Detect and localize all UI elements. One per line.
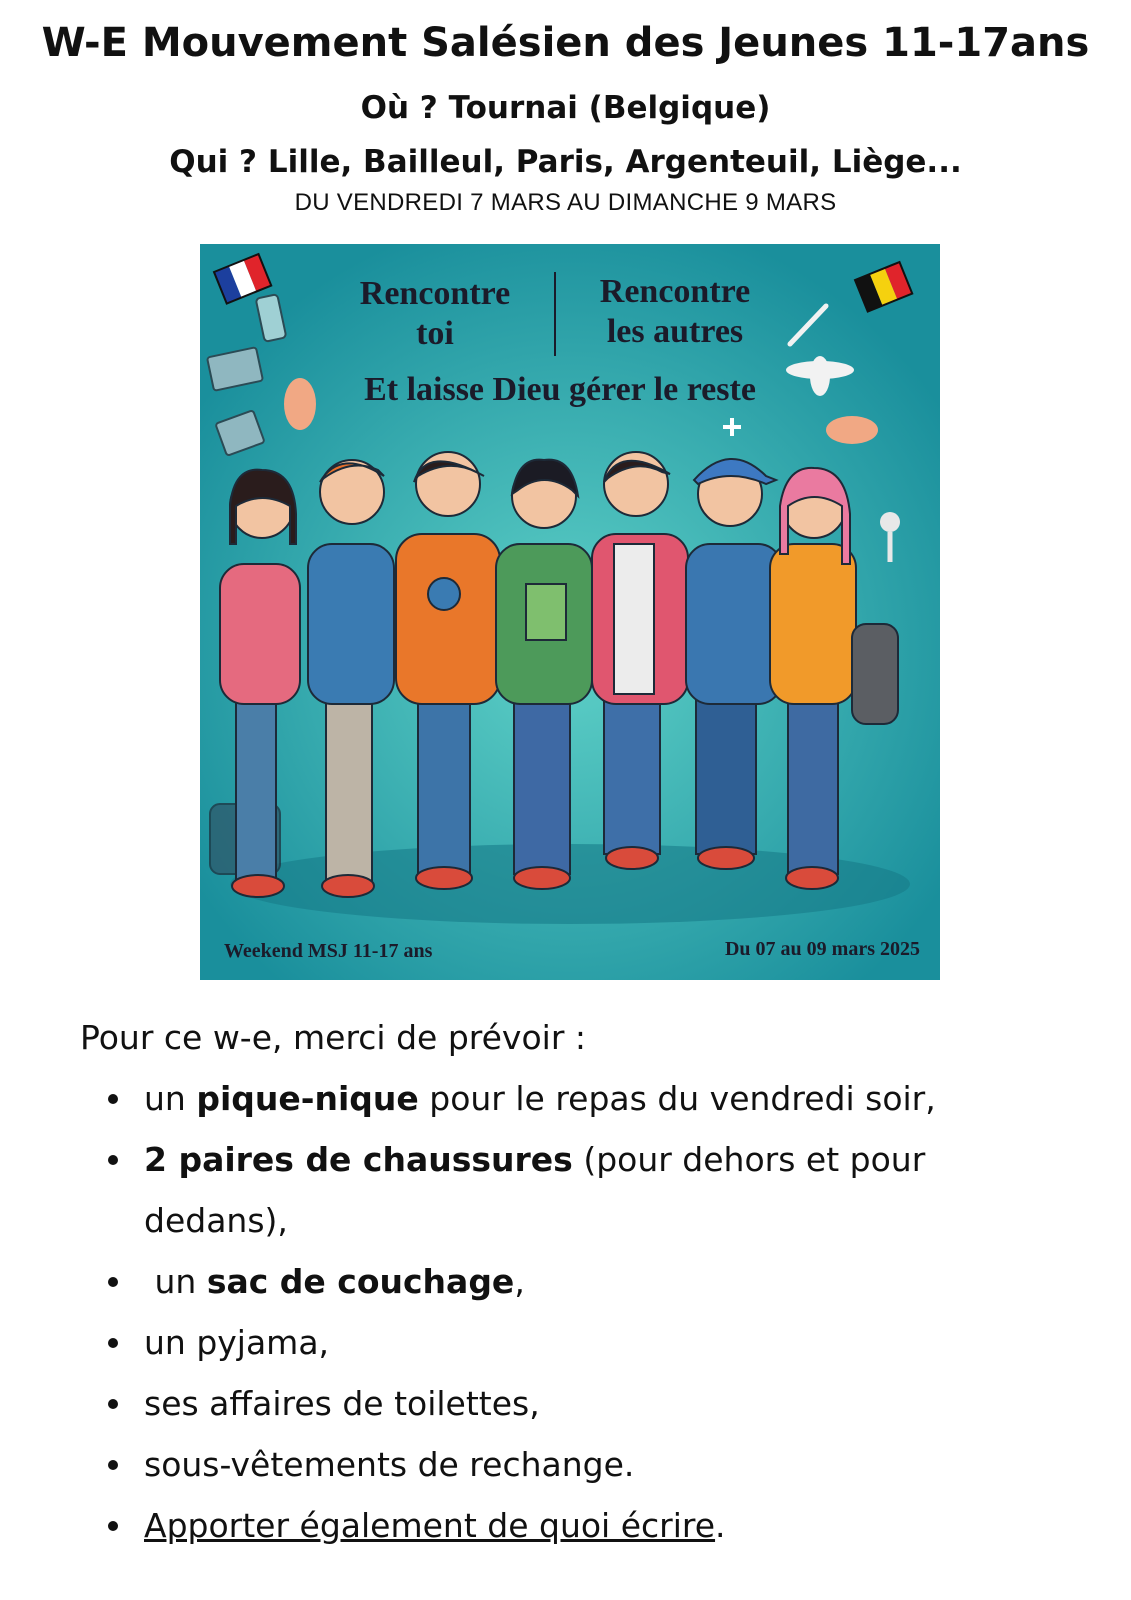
- packing-list: [100, 1068, 1060, 1556]
- item-text: un: [144, 1262, 207, 1301]
- intro-text: Pour ce w-e, merci de prévoir :: [80, 1018, 586, 1057]
- list-item: [100, 1373, 1060, 1434]
- list-item: [100, 1495, 1060, 1556]
- list-item: [100, 1312, 1060, 1373]
- participants-line: Qui ? Lille, Bailleul, Paris, Argenteuil, Liège...: [169, 144, 962, 180]
- item-emphasis: pique-nique: [196, 1079, 419, 1118]
- poster-right-heading: [560, 272, 790, 352]
- item-emphasis: sac de couchage: [206, 1262, 515, 1301]
- list-item: [100, 1434, 1060, 1495]
- poster-left-line-1: Rencontre: [359, 275, 511, 312]
- item-text: ,: [514, 1262, 525, 1301]
- list-item: [100, 1251, 1060, 1312]
- item-text: sous-vêtements de rechange.: [144, 1445, 635, 1484]
- poster-footer-right: Du 07 au 09 mars 2025: [724, 938, 920, 960]
- poster-footer-left: Weekend MSJ 11-17 ans: [224, 940, 433, 962]
- poster-right-line-1: Rencontre: [599, 273, 751, 310]
- item-text: (pour dehors et pour dedans),: [144, 1140, 926, 1240]
- item-emphasis: 2 paires de chaussures: [144, 1140, 573, 1179]
- item-text: un pyjama,: [144, 1323, 330, 1362]
- poster-tagline: Et laisse Dieu gérer le reste: [364, 371, 756, 408]
- item-text: un: [144, 1079, 197, 1118]
- item-text: .: [715, 1506, 726, 1545]
- list-item: [100, 1068, 1060, 1129]
- microphone-icon: [880, 512, 900, 532]
- item-text: ses affaires de toilettes,: [144, 1384, 540, 1423]
- hand-icon: [826, 416, 878, 444]
- poster-left-heading: [320, 274, 550, 354]
- poster-right-line-2: les autres: [606, 313, 744, 350]
- list-item: [100, 1129, 984, 1251]
- item-text: pour le repas du vendredi soir,: [418, 1079, 936, 1118]
- item-underlined: Apporter également de quoi écrire: [144, 1506, 716, 1545]
- page-title: W-E Mouvement Salésien des Jeunes 11-17ans: [41, 20, 1090, 66]
- dates-line: DU VENDREDI 7 MARS AU DIMANCHE 9 MARS: [294, 189, 837, 216]
- location-line: Où ? Tournai (Belgique): [360, 90, 771, 126]
- poster-divider: [554, 272, 556, 356]
- poster-illustration: [200, 244, 940, 980]
- poster-left-line-2: toi: [416, 315, 454, 352]
- event-poster: [200, 244, 940, 980]
